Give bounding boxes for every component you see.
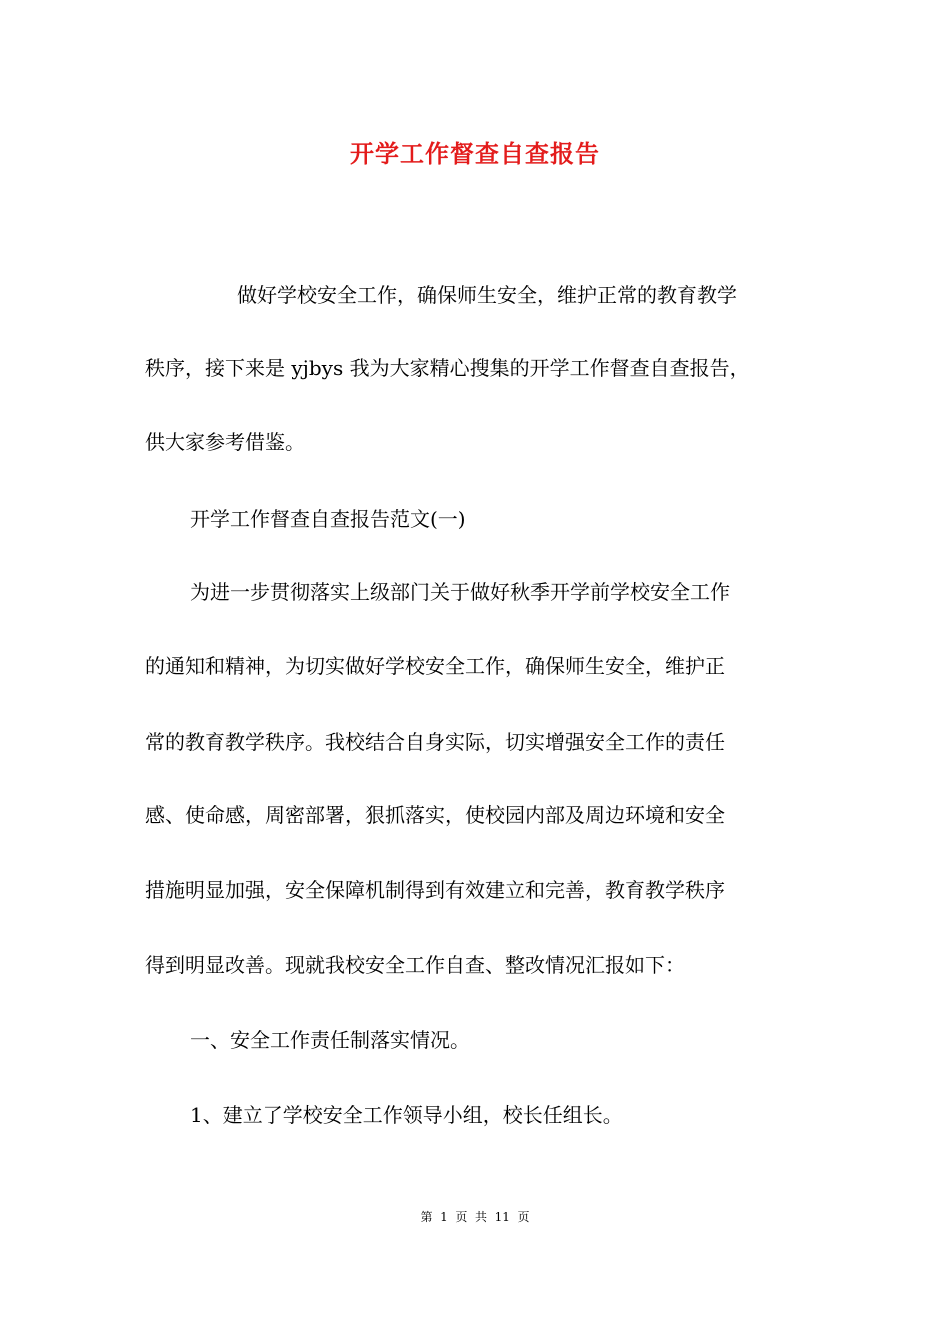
paragraph-line-2: 的通知和精神，为切实做好学校安全工作，确保师生安全，维护正 [145,654,725,678]
paragraph-line-1: 为进一步贯彻落实上级部门关于做好秋季开学前学校安全工作 [190,580,730,604]
section-heading: 开学工作督查自查报告范文(一) [190,507,466,531]
item-heading: 一、安全工作责任制落实情况。 [190,1028,470,1052]
item-1: 1、建立了学校安全工作领导小组，校长任组长。 [190,1103,623,1127]
paragraph-line-3: 常的教育教学秩序。我校结合自身实际，切实增强安全工作的责任 [145,730,725,754]
intro-line-2: 秩序，接下来是 yjbys 我为大家精心搜集的开学工作督查自查报告， [145,356,750,380]
document-title: 开学工作督查自查报告 [350,139,600,168]
paragraph-line-5: 措施明显加强，安全保障机制得到有效建立和完善，教育教学秩序 [145,878,725,902]
paragraph-line-4: 感、使命感，周密部署，狠抓落实，使校园内部及周边环境和安全 [145,803,725,827]
page-number-footer: 第 1 页 共 11 页 [420,1210,530,1224]
paragraph-line-6: 得到明显改善。现就我校安全工作自查、整改情况汇报如下： [145,953,685,977]
intro-line-1: 做好学校安全工作，确保师生安全，维护正常的教育教学 [237,283,737,307]
intro-line-3: 供大家参考借鉴。 [145,430,305,454]
